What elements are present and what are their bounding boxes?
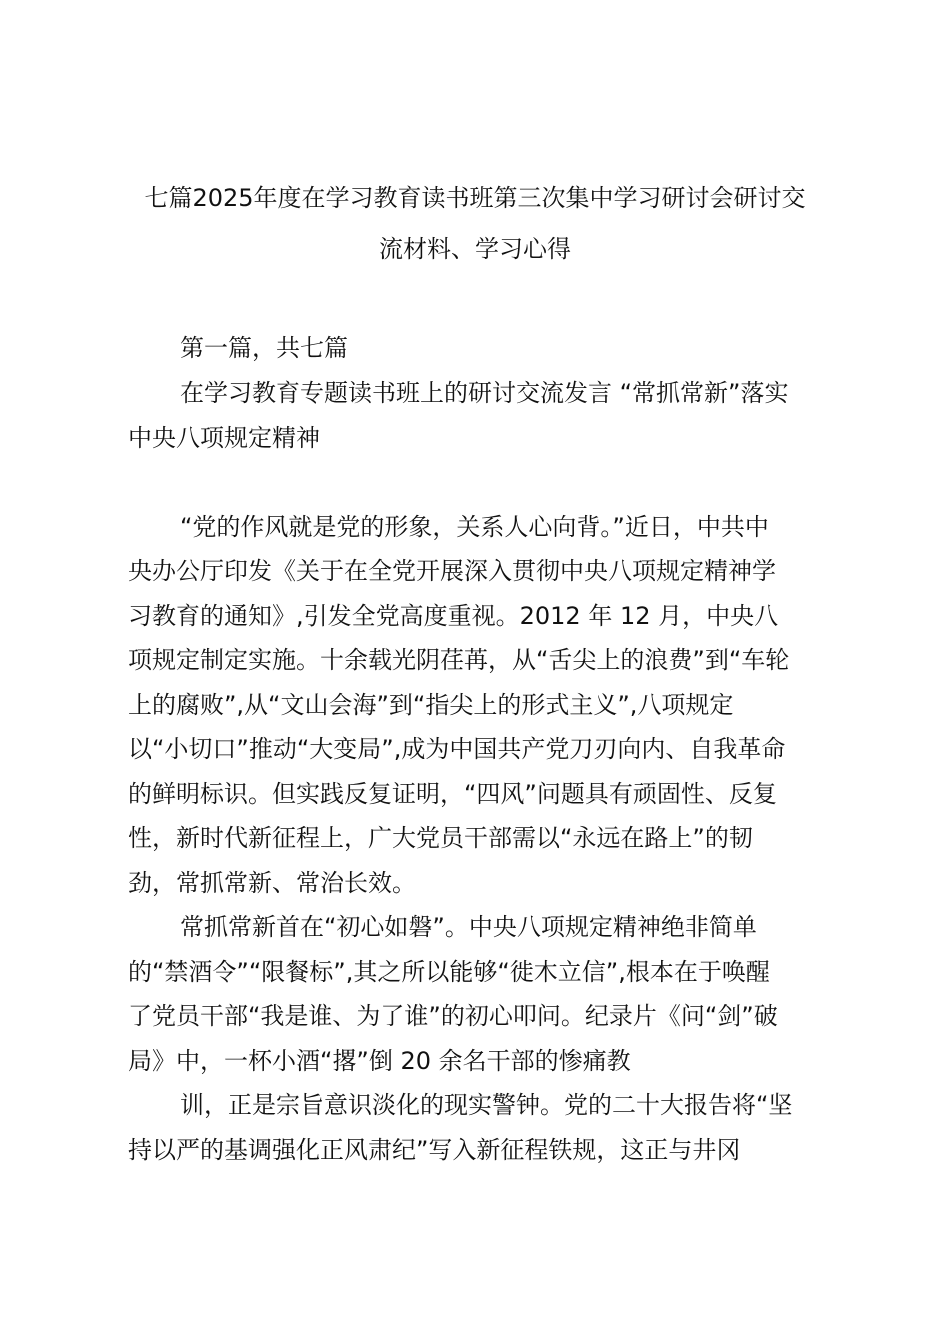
speech-title-line-1: 在学习教育专题读书班上的研讨交流发言 “常抓常新”落实 <box>180 379 789 407</box>
body-line: 性，新时代新征程上，广大党员干部需以“永远在路上”的韧 <box>128 824 753 852</box>
body-line: 了党员干部“我是谁、为了谁”的初心叩问。纪录片《问“剑”破 <box>128 1002 778 1030</box>
speech-title-line-2: 中央八项规定精神 <box>128 424 320 452</box>
body-line: 习教育的通知》,引发全党高度重视。2012 年 12 月，中央八 <box>128 602 779 630</box>
body-line: 持以严的基调强化正风肃纪”写入新征程铁规，这正与井冈 <box>128 1136 741 1164</box>
body-line: 央办公厅印发《关于在全党开展深入贯彻中央八项规定精神学 <box>128 557 776 585</box>
body-line: 以“小切口”推动“大变局”,成为中国共产党刀刃向内、自我革命 <box>128 735 786 763</box>
document-title-line-1: 七篇2025年度在学习教育读书班第三次集中学习研讨会研讨交 <box>144 184 806 212</box>
body-line: “党的作风就是党的形象，关系人心向背。”近日，中共中 <box>180 513 769 541</box>
body-line: 的“禁酒令”“限餐标”,其之所以能够“徙木立信”,根本在于唤醒 <box>128 958 770 986</box>
body-line: 局》中，一杯小酒“撂”倒 20 余名干部的惨痛教 <box>128 1047 631 1075</box>
body-line: 上的腐败”,从“文山会海”到“指尖上的形式主义”,八项规定 <box>128 691 734 719</box>
body-line: 训，正是宗旨意识淡化的现实警钟。党的二十大报告将“坚 <box>180 1091 793 1119</box>
body-line: 的鲜明标识。但实践反复证明，“四风”问题具有顽固性、反复 <box>128 780 777 808</box>
section-heading: 第一篇，共七篇 <box>180 334 348 362</box>
body-line: 项规定制定实施。十余载光阴荏苒，从“舌尖上的浪费”到“车轮 <box>128 646 790 674</box>
body-line: 常抓常新首在“初心如磐”。中央八项规定精神绝非简单 <box>180 913 757 941</box>
document-title-line-2: 流材料、学习心得 <box>379 235 571 263</box>
body-line: 劲，常抓常新、常治长效。 <box>128 869 416 897</box>
